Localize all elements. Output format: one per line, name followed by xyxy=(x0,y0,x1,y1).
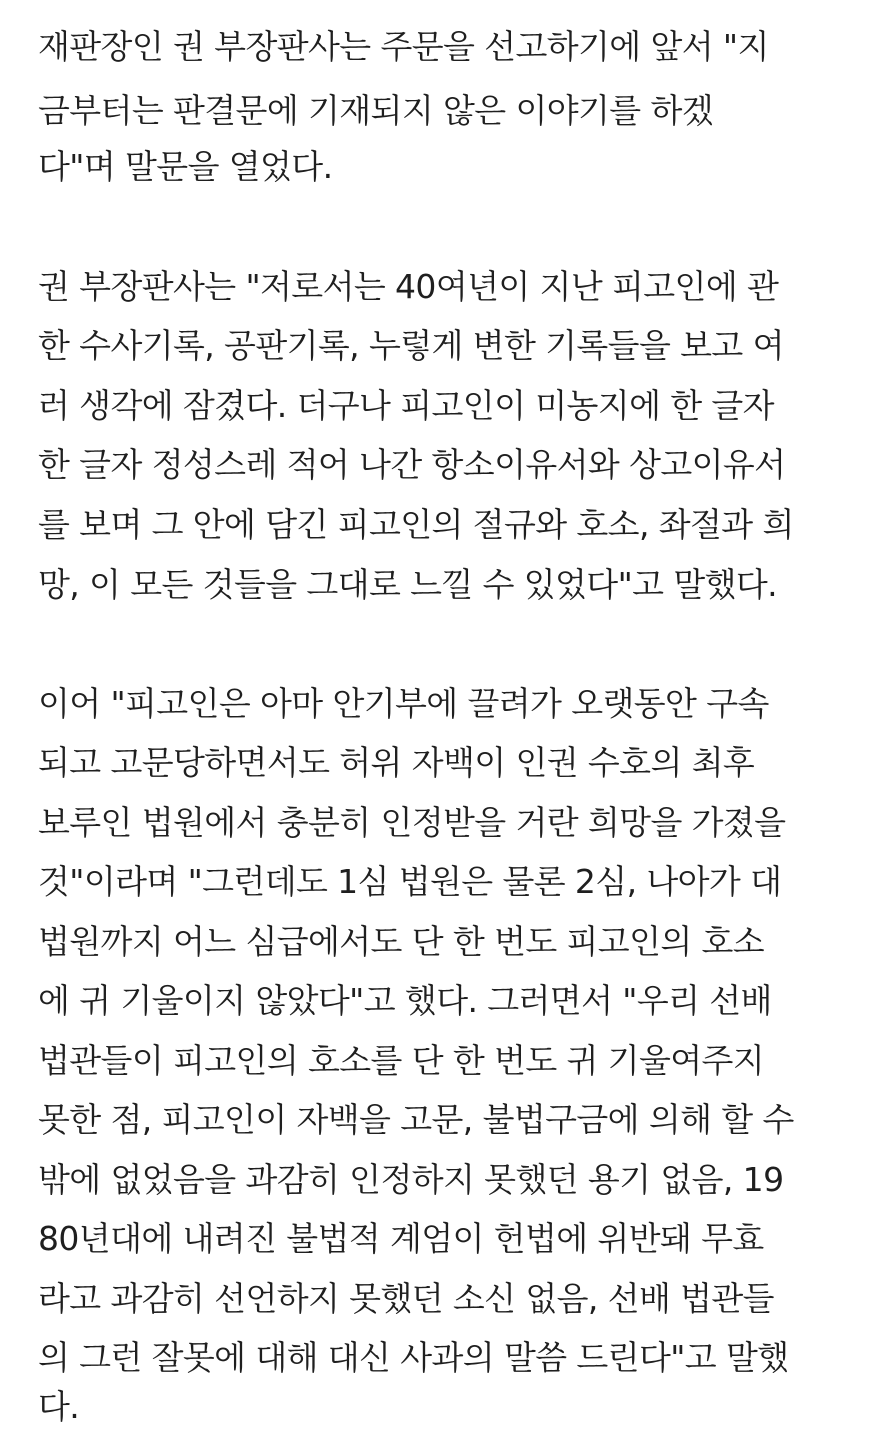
text-line: 80년대에 내려진 불법적 계엄이 헌법에 위반돼 무효 xyxy=(38,1219,764,1258)
text-line: 다. xyxy=(38,1387,80,1426)
text-line: 한 수사기록, 공판기록, 누렇게 변한 기록들을 보고 여 xyxy=(38,326,784,365)
text-line: 이어 "피고인은 아마 안기부에 끌려가 오랫동안 구속 xyxy=(38,684,769,723)
text-line: 법원까지 어느 심급에서도 단 한 번도 피고인의 호소 xyxy=(38,922,765,961)
text-line: 의 그런 잘못에 대해 대신 사과의 말씀 드린다"고 말했 xyxy=(38,1338,789,1377)
text-line: 라고 과감히 선언하지 못했던 소신 없음, 선배 법관들 xyxy=(38,1279,774,1318)
text-line: 다"며 말문을 열었다. xyxy=(38,147,333,186)
text-line: 망, 이 모든 것들을 그대로 느낄 수 있었다"고 말했다. xyxy=(38,565,778,604)
text-line: 러 생각에 잠겼다. 더구나 피고인이 미농지에 한 글자 xyxy=(38,386,774,425)
text-line: 에 귀 기울이지 않았다"고 했다. 그러면서 "우리 선배 xyxy=(38,981,772,1020)
text-line: 밖에 없었음을 과감히 인정하지 못했던 용기 없음, 19 xyxy=(38,1160,784,1199)
text-line: 법관들이 피고인의 호소를 단 한 번도 귀 기울여주지 xyxy=(38,1041,765,1080)
text-line: 못한 점, 피고인이 자백을 고문, 불법구금에 의해 할 수 xyxy=(38,1100,794,1139)
text-line: 금부터는 판결문에 기재되지 않은 이야기를 하겠 xyxy=(38,91,714,130)
text-line: 되고 고문당하면서도 허위 자백이 인권 수호의 최후 xyxy=(38,743,755,782)
text-line: 보루인 법원에서 충분히 인정받을 거란 희망을 가졌을 xyxy=(38,803,786,842)
text-line: 것"이라며 "그런데도 1심 법원은 물론 2심, 나아가 대 xyxy=(38,862,782,901)
text-line: 를 보며 그 안에 담긴 피고인의 절규와 호소, 좌절과 희 xyxy=(38,505,794,544)
text-line: 권 부장판사는 "저로서는 40여년이 지난 피고인에 관 xyxy=(38,267,779,306)
text-line: 한 글자 정성스레 적어 나간 항소이유서와 상고이유서 xyxy=(38,445,786,484)
text-line: 재판장인 권 부장판사는 주문을 선고하기에 앞서 "지 xyxy=(38,27,769,66)
